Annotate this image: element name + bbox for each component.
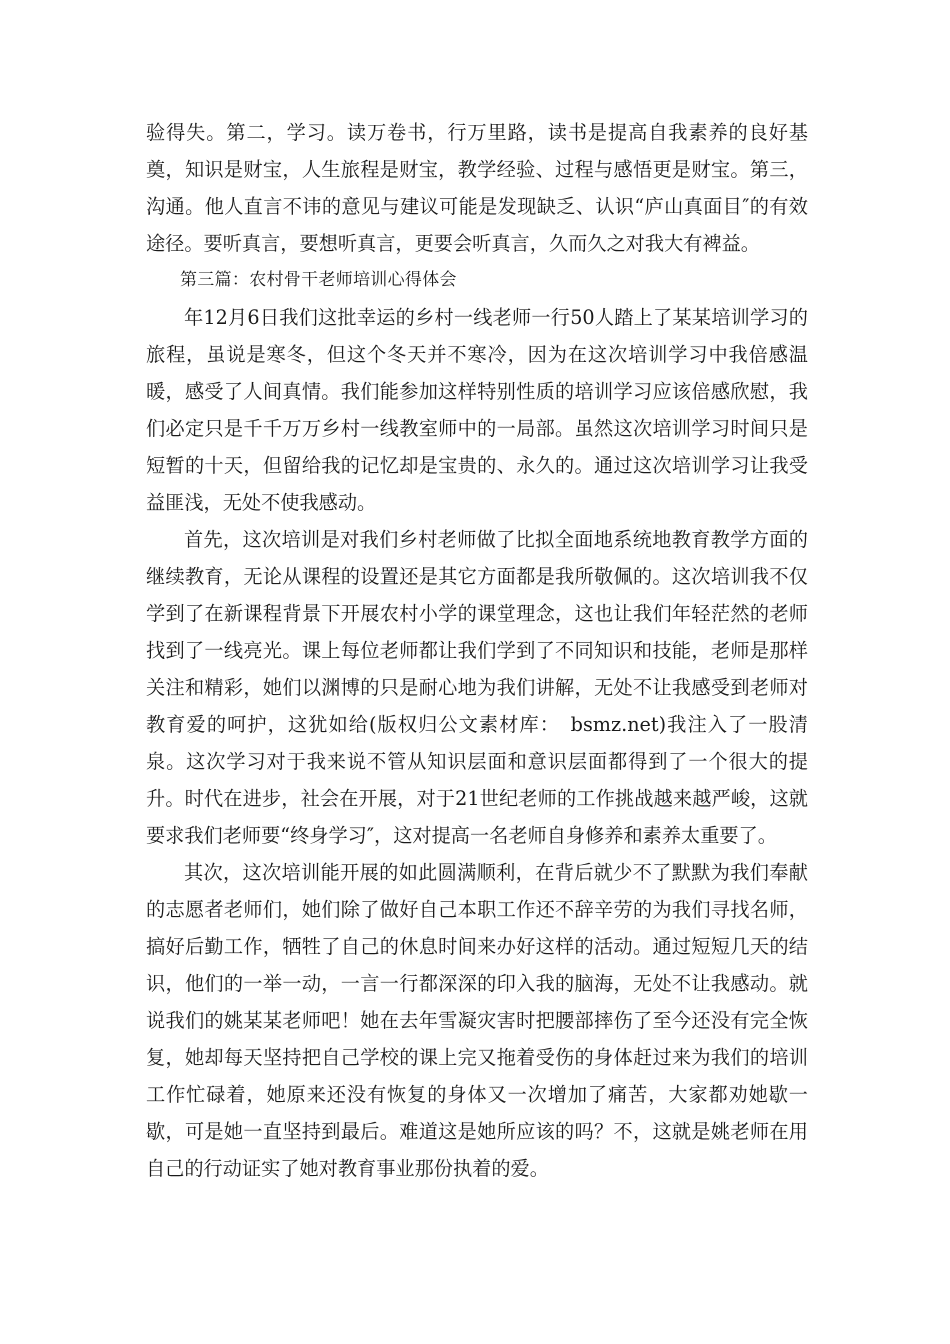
paragraph-intro: 年12月6日我们这批幸运的乡村一线老师一行50人踏上了某某培训学习的旅程，虽说是寒冬，但这个冬天并不寒冷，因为在这次培训学习中我倍感温暖，感受了人间真情。我们能参加这样特别性质的培训学习应该倍感欣慰，我们必定只是千千万万乡村一线教室师中的一局部。虽然这次培训学习时间只是短暂的十天，但留给我的记忆却是宝贵的、永久的。通过这次培训学习让我受益匪浅，无处不使我感动。	[146, 306, 808, 514]
paragraph-first: 首先，这次培训是对我们乡村老师做了比拟全面地系统地教育教学方面的继续教育，无论从课程的设置还是其它方面都是我所敬佩的。这次培训我不仅学到了在新课程背景下开展农村小学的课堂理念，这也让我们年轻茫然的老师找到了一线亮光。课上每位老师都让我们学到了不同知识和技能，老师是那样关注和精彩，她们以渊博的只是耐心地为我们讲解，无处不让我感受到老师对教育爱的呵护，这犹如给(版权归公文素材库： bsmz.net)我注入了一股清泉。这次学习对于我来说不管从知识层面和意识层面都得到了一个很大的提升。时代在进步，社会在开展，对于21世纪老师的工作挑战越来越严峻，这就要求我们老师要“终身学习″，这对提高一名老师自身修养和素养太重要了。	[146, 528, 808, 847]
section-heading: 第三篇：农村骨干老师培训心得体会	[180, 270, 457, 290]
paragraph-continuation: 验得失。第二，学习。读万卷书，行万里路，读书是提高自我素养的良好基奠，知识是财宝，人生旅程是财宝，教学经验、过程与感悟更是财宝。第三，沟通。他人直言不讳的意见与建议可能是发现缺乏、认识“庐山真面目″的有效途径。要听真言，要想听真言，更要会听真言，久而久之对我大有裨益。	[146, 121, 808, 255]
paragraph-second: 其次，这次培训能开展的如此圆满顺利，在背后就少不了默默为我们奉献的志愿者老师们，她们除了做好自己本职工作还不辞辛劳的为我们寻找名师，搞好后勤工作，牺牲了自己的休息时间来办好这样的活动。通过短短几天的结识，他们的一举一动，一言一行都深深的印入我的脑海，无处不让我感动。就说我们的姚某某老师吧！她在去年雪凝灾害时把腰部摔伤了至今还没有完全恢复，她却每天坚持把自己学校的课上完又拖着受伤的身体赶过来为我们的培训工作忙碌着，她原来还没有恢复的身体又一次增加了痛苦，大家都劝她歇一歇，可是她一直坚持到最后。难道这是她所应该的吗？不，这就是姚老师在用自己的行动证实了她对教育事业那份执着的爱。	[146, 861, 808, 1180]
document-body	[146, 114, 808, 1187]
